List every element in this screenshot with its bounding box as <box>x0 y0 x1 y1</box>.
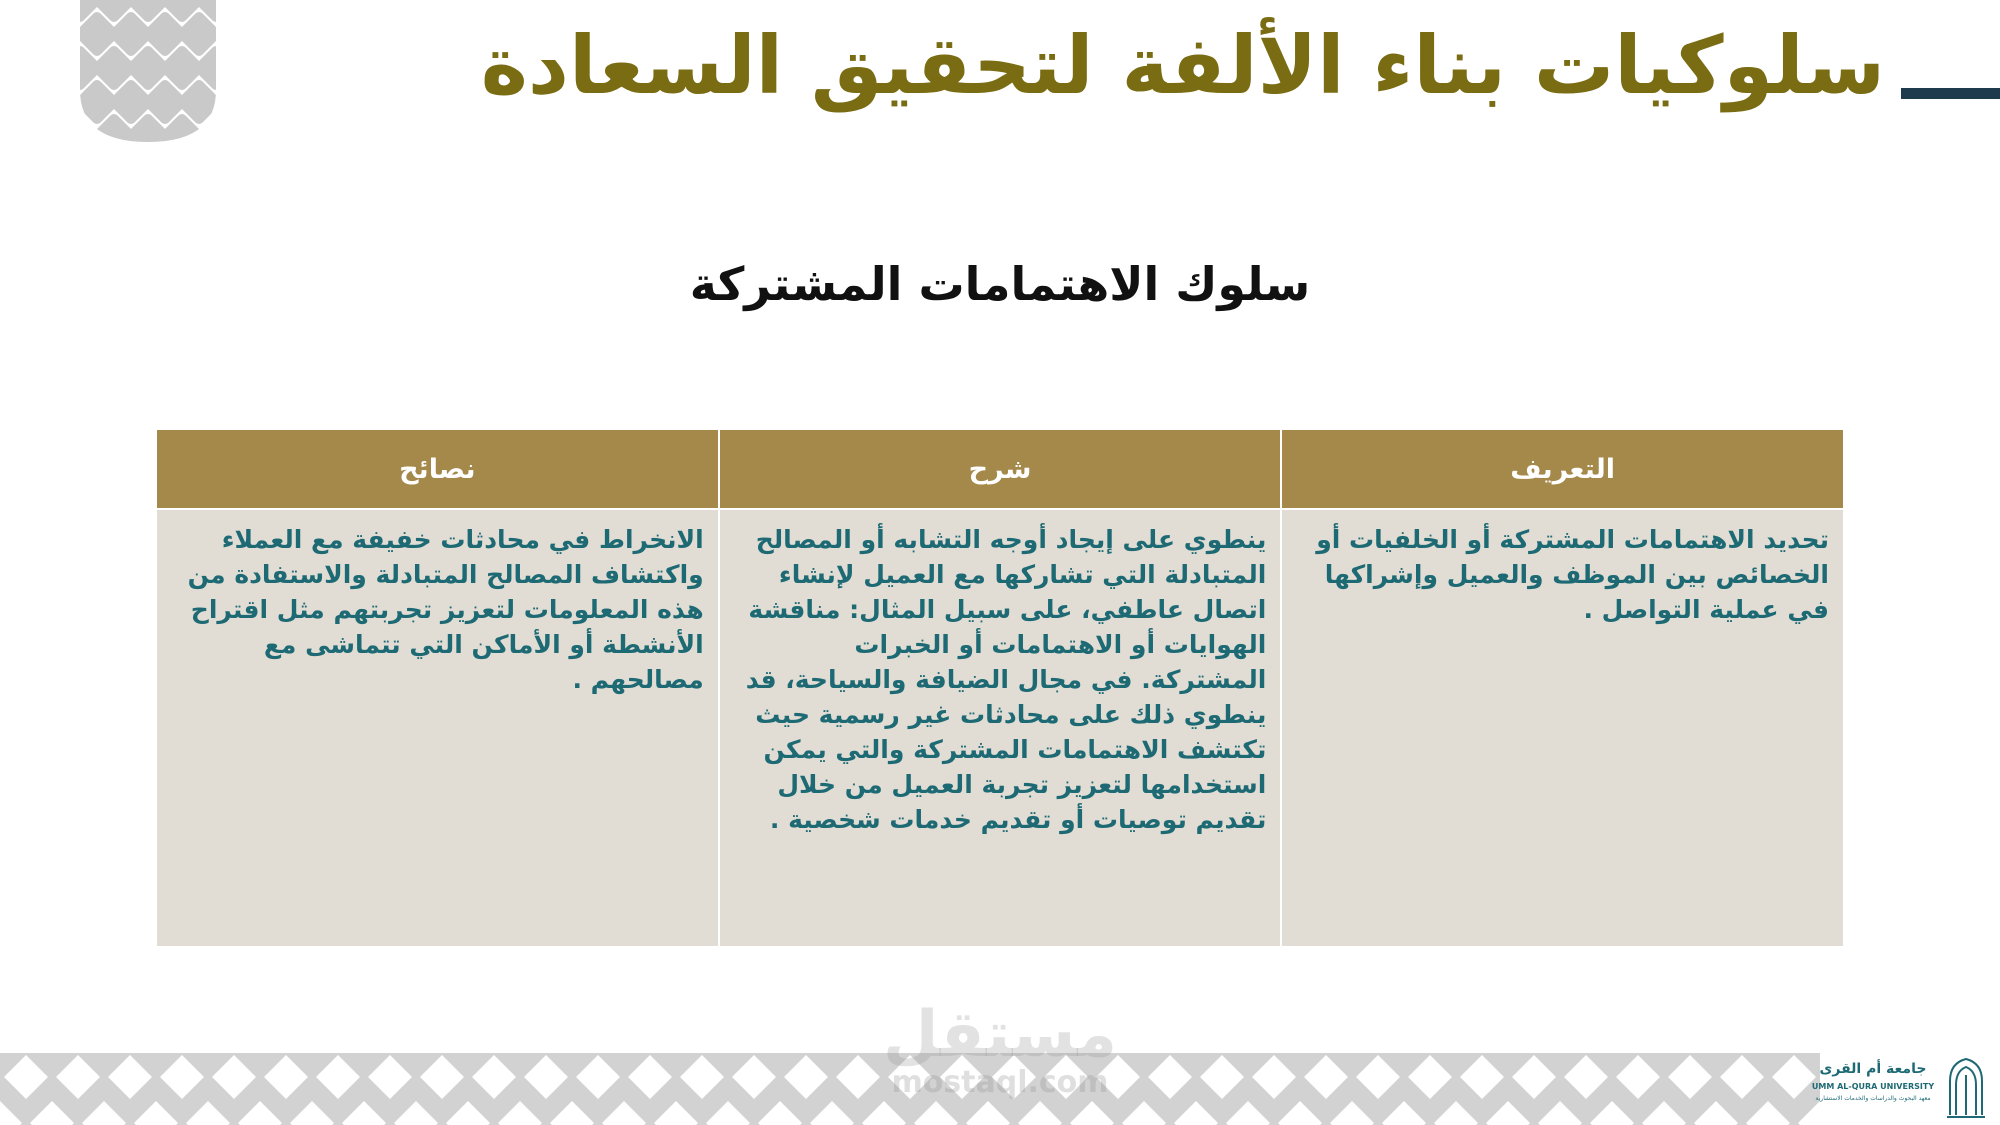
cell-explanation: ينطوي على إيجاد أوجه التشابه أو المصالح المتبادلة التي تشاركها مع العميل لإنشاء اتصال عاطفي، على سبيل المثال: مناقشة الهوايات أو الاهتمامات أو الخبرات المشتركة. في مجال الضيافة والسياحة، قد ينطوي ذلك على محادثات غير رسمية حيث تكتشف الاهتمامات المشتركة والتي يمكن استخدامها لتعزيز تجربة العميل من خلال تقديم توصيات أو تقديم خدمات شخصية . <box>719 509 1282 947</box>
table-header-row <box>156 429 1844 509</box>
title-accent-line <box>1901 88 2000 99</box>
university-name-ar: جامعة أم القرى <box>1819 1061 1927 1077</box>
slide-title: سلوكيات بناء الألفة لتحقيق السعادة <box>480 19 1885 112</box>
header-explanation: شرح <box>719 429 1282 509</box>
watermark-url: mostaql.com <box>891 1065 1109 1100</box>
university-emblem-icon <box>1946 1055 1986 1120</box>
header-definition: التعريف <box>1281 429 1844 509</box>
university-tagline: معهد البحوث والدراسات والخدمات الاستشارية <box>1815 1095 1931 1102</box>
university-name-en: UMM AL-QURA UNIVERSITY <box>1811 1082 1935 1091</box>
university-logo <box>1806 1055 1986 1120</box>
section-title: سلوك الاهتمامات المشتركة <box>689 257 1311 311</box>
cell-tips: الانخراط في محادثات خفيفة مع العملاء واكتشاف المصالح المتبادلة والاستفادة من هذه المعلومات لتعزيز تجربتهم مثل اقتراح الأنشطة أو الأماكن التي تتماشى مع مصالحهم . <box>156 509 719 947</box>
corner-lattice-decoration <box>80 0 216 142</box>
watermark-logo: مستقل <box>882 998 1118 1072</box>
header-tips: نصائح <box>156 429 719 509</box>
behavior-table <box>155 428 1845 948</box>
table-row <box>156 509 1844 947</box>
cell-definition: تحديد الاهتمامات المشتركة أو الخلفيات أو الخصائص بين الموظف والعميل وإشراكها في عملية التواصل . <box>1281 509 1844 947</box>
